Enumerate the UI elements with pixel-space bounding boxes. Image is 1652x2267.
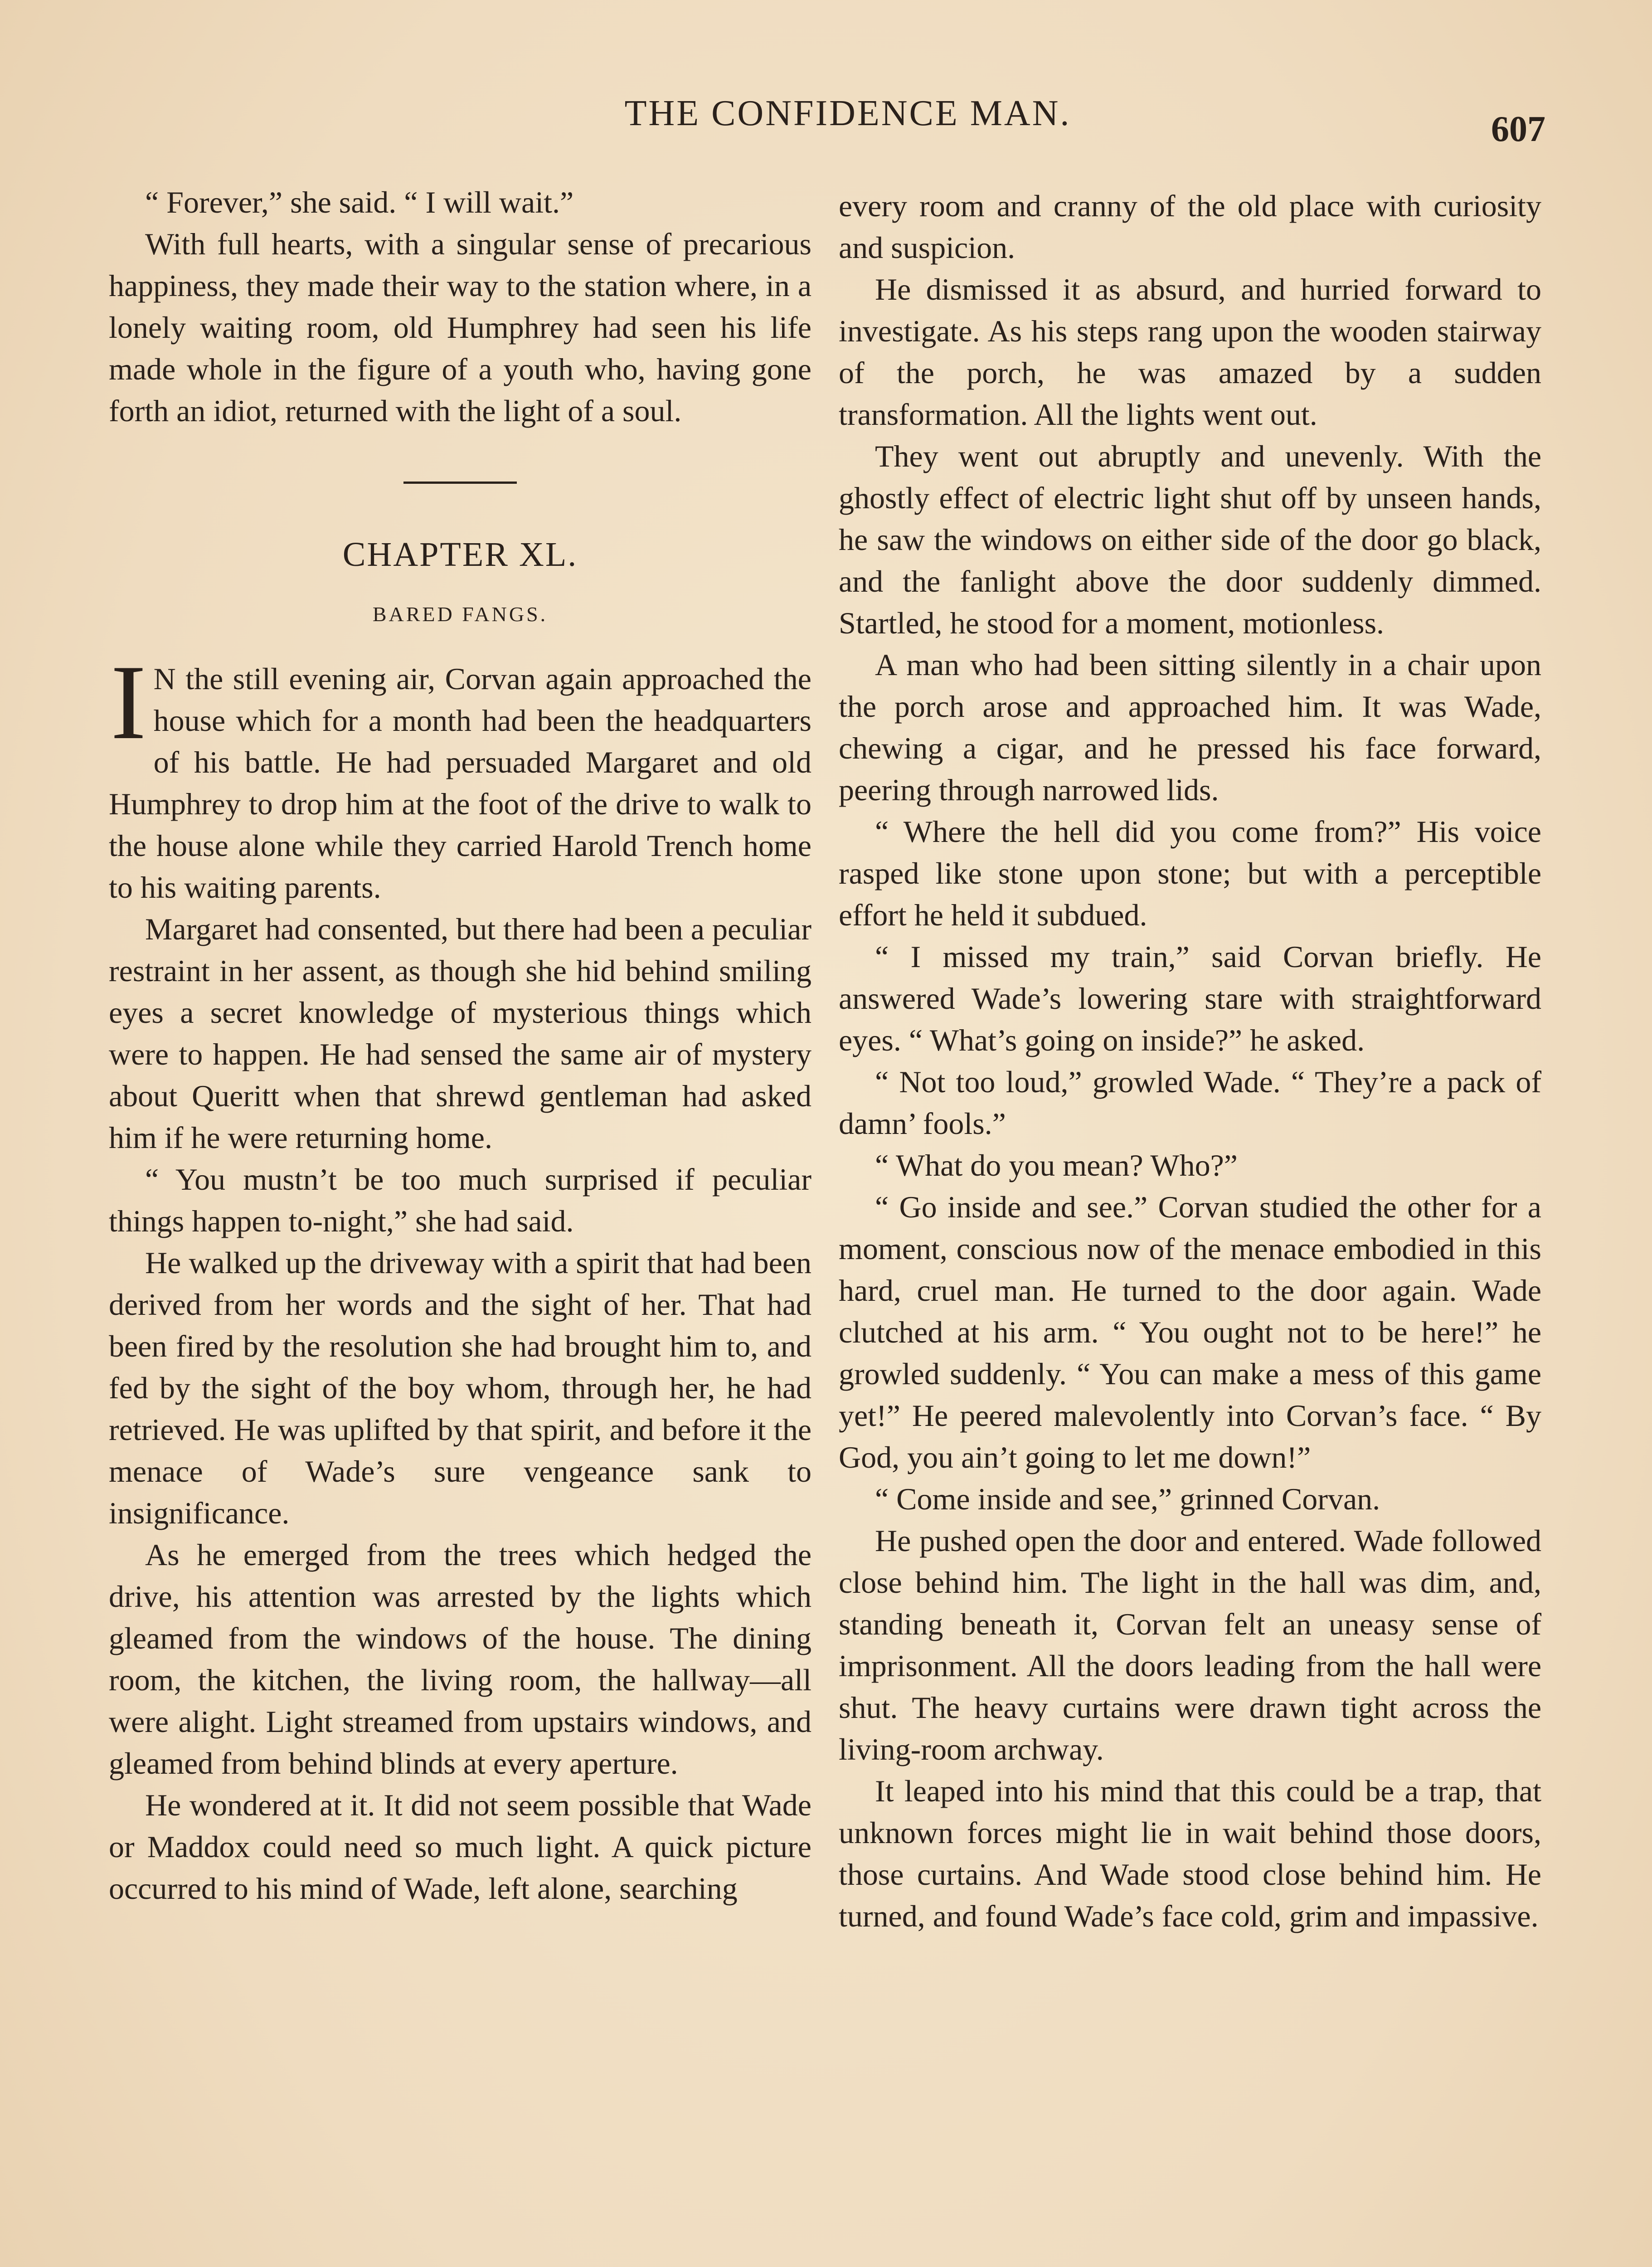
paragraph: He wondered at it. It did not seem possible that Wade or Maddox could need so much light. A quick picture occurred to his mind of Wade, left alone, searching bbox=[109, 1788, 811, 1906]
paragraph: They went out abruptly and unevenly. With the ghostly effect of electric light shut off by unseen hands, he saw the windows on either side of the door go black, and the fanlight above the door suddenly dimmed. Startled, he stood for a moment, motionless. bbox=[839, 439, 1541, 640]
paragraph: “ Not too loud,” growled Wade. “ They’re a pack of damn’ fools.” bbox=[839, 1065, 1541, 1141]
paragraph: “ You mustn’t be too much surprised if peculiar things happen to-night,” she had said. bbox=[109, 1162, 811, 1238]
running-head: THE CONFIDENCE MAN. bbox=[624, 93, 1071, 133]
paragraph: He pushed open the door and entered. Wade followed close behind him. The light in the hall was dim, and, standing beneath it, Corvan felt an uneasy sense of imprisonment. All the doors leading from the hall were shut. The heavy curtains were drawn tight across the living-room archway. bbox=[839, 1523, 1541, 1766]
right-column bbox=[839, 185, 1541, 1937]
page-number: 607 bbox=[1491, 109, 1545, 149]
paragraph: A man who had been sitting silently in a chair upon the porch arose and approached him. It was Wade, chewing a cigar, and he pressed his face forward, peering through narrowed lids. bbox=[839, 647, 1541, 807]
paragraph: Margaret had consented, but there had been a peculiar restraint in her assent, as though she hid behind smiling eyes a secret knowledge of mysterious things which were to happen. He had sensed the same air of mystery about Queritt when that shrewd gentleman had asked him if he were returning home. bbox=[109, 912, 811, 1155]
section-divider bbox=[403, 482, 517, 484]
paragraph: He walked up the driveway with a spirit that had been derived from her words and the sight of her. That had been fired by the resolution she had brought him to, and fed by the sight of the boy whom, through her, he had retrieved. He was uplifted by that spirit, and before it the menace of Wade’s sure vengeance sank to insignificance. bbox=[109, 1245, 811, 1530]
drop-cap: I bbox=[111, 643, 146, 762]
paragraph: With full hearts, with a singular sense of precarious happiness, they made their way to the station where, in a lonely waiting room, old Humphrey had seen his life made whole in the figure of a youth who, having gone forth an idiot, returned with the light of a soul. bbox=[109, 227, 811, 428]
paragraph: As he emerged from the trees which hedged the drive, his attention was arrested by the lights which gleamed from the windows of the house. The dining room, the kitchen, the living room, the hallway—all were alight. Light streamed from upstairs windows, and gleamed from behind blinds at every aperture. bbox=[109, 1537, 811, 1781]
chapter-title: CHAPTER XL. bbox=[342, 535, 578, 574]
paragraph: “ Where the hell did you come from?” His voice rasped like stone upon stone; but with a perceptible effort he held it subdued. bbox=[839, 814, 1541, 932]
paragraph: It leaped into his mind that this could be a trap, that unknown forces might lie in wait behind those doors, those curtains. And Wade stood close behind him. He turned, and found Wade’s face cold, grim and impassive. bbox=[839, 1774, 1541, 1933]
opening-paragraph bbox=[109, 643, 811, 908]
chapter-subtitle: BARED FANGS. bbox=[372, 603, 548, 626]
paragraph: He dismissed it as absurd, and hurried forward to investigate. As his steps rang upon the wooden stairway of the porch, he was amazed by a sudden transformation. All the lights went out. bbox=[839, 272, 1541, 432]
left-column bbox=[109, 181, 811, 1909]
paragraph: “ What do you mean? Who?” bbox=[875, 1148, 1238, 1182]
opening-paragraph-text: N the still evening air, Corvan again approached the house which for a month had been the headquarters of his battle. He had persuaded Margaret and old Humphrey to drop him at the foot of the drive to walk to the house alone while they carried Harold Trench home to his waiting parents. bbox=[109, 662, 811, 905]
paragraph: “ Forever,” she said. “ I will wait.” bbox=[145, 185, 574, 219]
paragraph: “ I missed my train,” said Corvan briefly. He answered Wade’s lowering stare with straightforward eyes. “ What’s going on inside?” he asked. bbox=[839, 939, 1541, 1057]
continued-paragraph: every room and cranny of the old place with curiosity and suspicion. bbox=[839, 189, 1541, 265]
paragraph: “ Come inside and see,” grinned Corvan. bbox=[875, 1482, 1380, 1516]
paragraph: “ Go inside and see.” Corvan studied the other for a moment, conscious now of the menace embodied in this hard, cruel man. He turned to the door again. Wade clutched at his arm. “ You ought not to be here!” he growled suddenly. “ You can make a mess of this game yet!” He peered malevolently into Corvan’s face. “ By God, you ain’t going to let me down!” bbox=[839, 1190, 1541, 1474]
